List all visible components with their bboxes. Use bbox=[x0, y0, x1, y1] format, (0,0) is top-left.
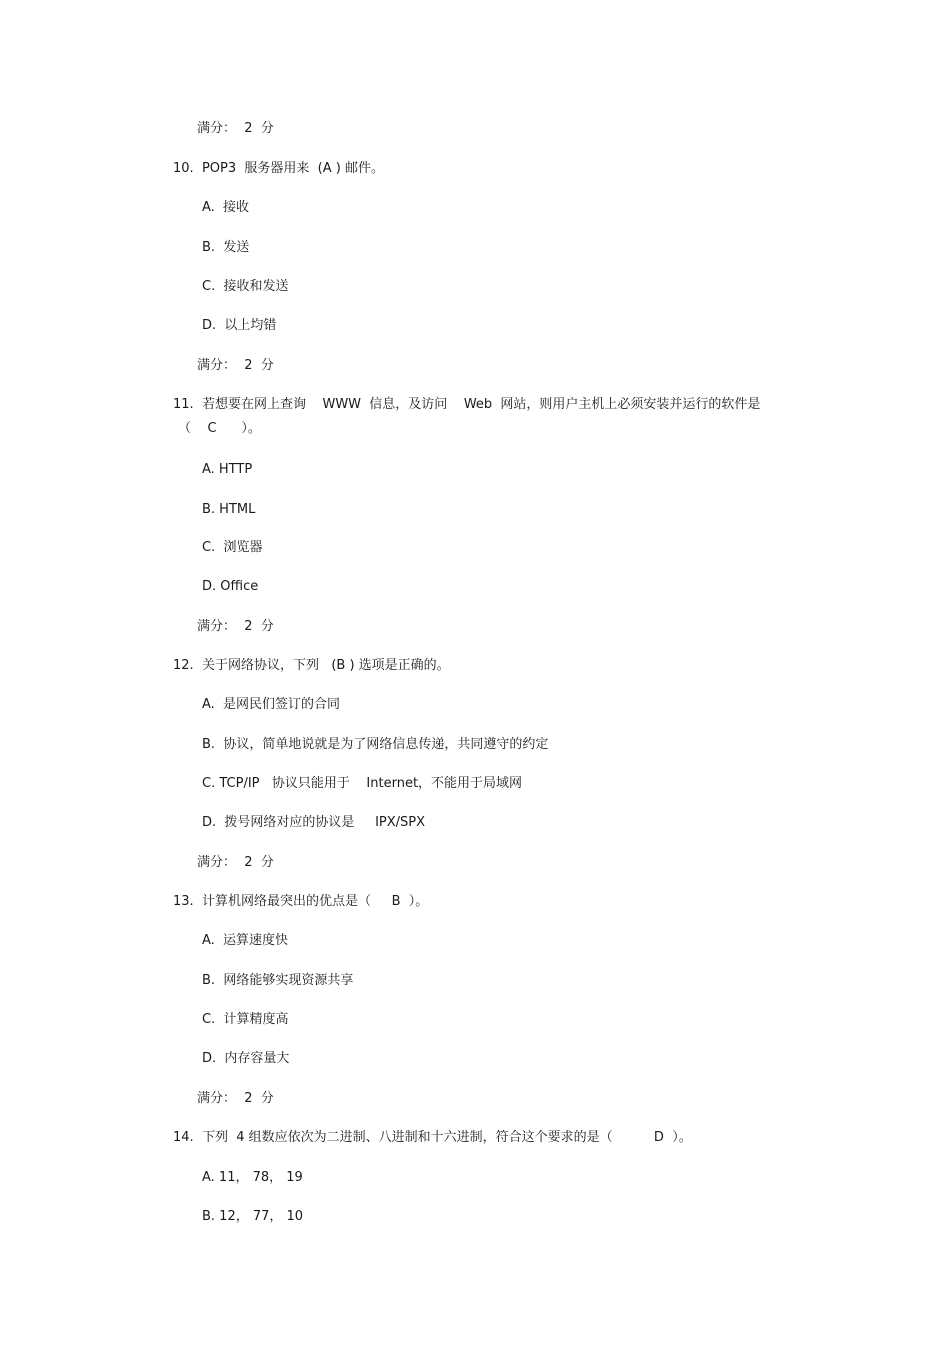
question-12-option-c: C. TCP/IP 协议只能用于 Internet，不能用于局域网 bbox=[202, 776, 523, 791]
score-line: 满分： 2 分 bbox=[197, 1091, 274, 1106]
question-10-option-a: A. 接收 bbox=[202, 200, 250, 215]
question-11-option-b: B. HTML bbox=[202, 502, 256, 517]
question-14-stem: 14. 下列 4 组数应依次为二进制、八进制和十六进制，符合这个要求的是（ D ）。 bbox=[173, 1130, 692, 1145]
question-13-option-d: D. 内存容量大 bbox=[202, 1051, 290, 1066]
question-12-option-b: B. 协议，简单地说就是为了网络信息传递，共同遵守的约定 bbox=[202, 737, 549, 752]
question-13-option-b: B. 网络能够实现资源共享 bbox=[202, 973, 354, 988]
score-line: 满分： 2 分 bbox=[197, 619, 274, 634]
question-12-option-d: D. 拨号网络对应的协议是 IPX/SPX bbox=[202, 815, 426, 830]
question-14-option-a: A. 11， 78， 19 bbox=[202, 1170, 303, 1185]
question-14-option-b: B. 12， 77， 10 bbox=[202, 1209, 304, 1224]
question-11-option-d: D. Office bbox=[202, 579, 259, 594]
question-11-stem: 11. 若想要在网上查询 WWW 信息，及访问 Web 网站，则用户主机上必须安装并运行的软件是 bbox=[173, 397, 761, 412]
question-13-option-a: A. 运算速度快 bbox=[202, 933, 289, 948]
question-12-stem: 12. 关于网络协议，下列 (B ) 选项是正确的。 bbox=[173, 658, 450, 673]
question-10-option-c: C. 接收和发送 bbox=[202, 279, 289, 294]
question-10-option-b: B. 发送 bbox=[202, 240, 250, 255]
question-11-stem-continued: （ C ）。 bbox=[178, 421, 261, 436]
score-line: 满分： 2 分 bbox=[197, 855, 274, 870]
question-13-stem: 13. 计算机网络最突出的优点是（ B ）。 bbox=[173, 894, 429, 909]
question-13-option-c: C. 计算精度高 bbox=[202, 1012, 289, 1027]
score-line: 满分： 2 分 bbox=[197, 121, 274, 136]
question-10-option-d: D. 以上均错 bbox=[202, 318, 277, 333]
question-12-option-a: A. 是网民们签订的合同 bbox=[202, 697, 341, 712]
question-11-option-a: A. HTTP bbox=[202, 462, 253, 477]
score-line: 满分： 2 分 bbox=[197, 358, 274, 373]
question-10-stem: 10. POP3 服务器用来 (A ) 邮件。 bbox=[173, 161, 384, 176]
question-11-option-c: C. 浏览器 bbox=[202, 540, 263, 555]
